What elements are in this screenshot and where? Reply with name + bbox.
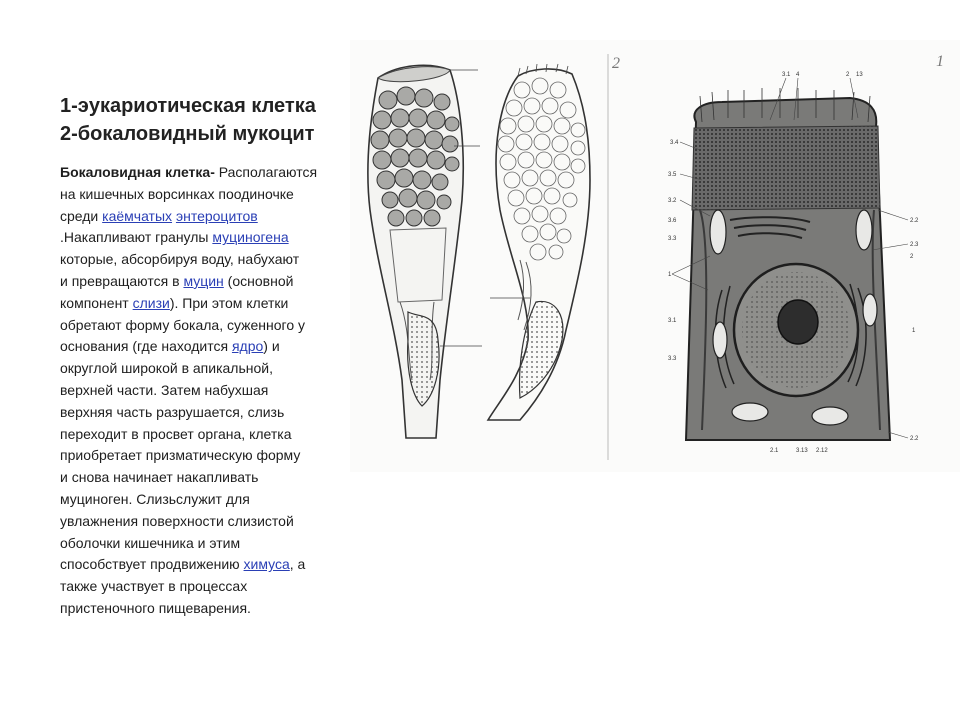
text-span: компонент <box>60 294 133 311</box>
figure-label-eukaryotic: 1 <box>936 53 944 70</box>
label-3-6: 3.6 <box>668 218 677 224</box>
text-line: приобретает призматическую форму <box>60 447 301 464</box>
label-3-2: 3.2 <box>668 198 677 204</box>
text-span: , а <box>289 556 306 573</box>
text-line: на кишечных ворсинках поодиночке <box>60 185 294 202</box>
label-2-3: 2.3 <box>910 242 919 248</box>
nucleolus <box>778 300 818 344</box>
text-span: основания (где находится <box>60 338 232 355</box>
label-3-1-left: 3.1 <box>668 318 677 324</box>
text-line: верхней части. Затем набухшая <box>60 381 269 398</box>
text-line: муциноген. Слизьслужит для <box>60 490 250 507</box>
label-3-4: 3.4 <box>670 140 679 146</box>
term-goblet-cell: Бокаловидная клетка- <box>60 164 215 180</box>
label-4: 4 <box>796 72 800 78</box>
link-mucin[interactable]: муцин <box>183 272 224 289</box>
eukaryotic-cell <box>668 53 944 454</box>
label-2-2: 2.2 <box>910 218 919 224</box>
text-span: и превращаются в <box>60 272 184 289</box>
label-13: 13 <box>856 72 863 78</box>
text-line: пристеночного пищеварения. <box>60 599 251 616</box>
label-2-right: 2 <box>910 254 914 260</box>
slide-title <box>60 92 360 148</box>
text-line: и снова начинает накапливать <box>60 469 259 486</box>
text-line: которые, абсорбируя воду, набухают <box>60 251 300 268</box>
text-span: среди <box>60 207 103 224</box>
link-chyme[interactable]: химуса <box>243 556 290 573</box>
text-line: также участвует в процессах <box>60 578 248 595</box>
label-2-top: 2 <box>846 72 850 78</box>
label-1-right: 1 <box>912 328 916 334</box>
label-2-12: 2.12 <box>816 448 828 454</box>
link-mucus[interactable]: слизи <box>132 294 170 311</box>
label-3-13: 3.13 <box>796 448 808 454</box>
text-line: обретают форму бокала, суженного у <box>60 316 305 333</box>
goblet-cell-granular <box>368 65 482 438</box>
label-1-left: 1 <box>668 272 672 278</box>
label-3-1-top: 3.1 <box>782 72 791 78</box>
title-line-goblet: 2-бокаловидный мукоцит <box>60 123 315 145</box>
text-span: (основной <box>223 272 294 289</box>
text-span: ). При этом клетки <box>169 294 289 311</box>
text-line: округлой широкой в апикальной, <box>60 360 273 377</box>
label-2-2-bottom: 2.2 <box>910 436 919 442</box>
label-3-5: 3.5 <box>668 172 677 178</box>
text-span: .Накапливают гранулы <box>60 229 213 246</box>
label-3-3: 3.3 <box>668 236 677 242</box>
label-2-1: 2.1 <box>770 448 779 454</box>
link-nucleus[interactable]: ядро <box>231 338 264 355</box>
link-enterocytes[interactable]: энтероцитов <box>175 207 258 224</box>
text-line: переходит в просвет органа, клетка <box>60 425 292 442</box>
text-span: способствует продвижению <box>60 556 244 573</box>
link-kaemchatyh[interactable]: каёмчатых <box>102 207 173 224</box>
text-line: оболочки кишечника и этим <box>60 534 241 551</box>
text-span: Располагаются <box>214 164 318 180</box>
cell-illustration <box>350 40 960 472</box>
cell-drawings <box>350 40 960 472</box>
link-mucinogen[interactable]: муциногена <box>212 229 289 246</box>
text-line: верхняя часть разрушается, слизь <box>60 403 285 420</box>
figure-label-goblet: 2 <box>612 55 620 72</box>
title-line-eukaryotic: 1-эукариотическая клетка <box>60 95 316 117</box>
text-line: увлажнения поверхности слизистой <box>60 512 294 529</box>
label-3-3-left: 3.3 <box>668 356 677 362</box>
text-span: ) и <box>263 338 280 355</box>
goblet-cell-foamy <box>488 55 620 420</box>
description-text <box>60 162 360 620</box>
